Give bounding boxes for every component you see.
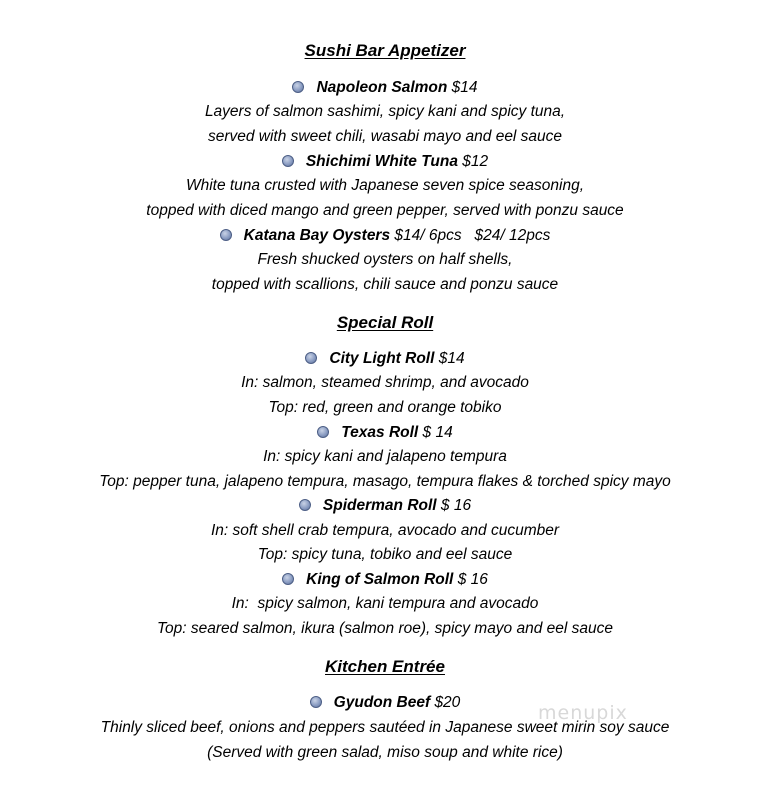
menu-item-texas-roll (0, 424, 770, 442)
bullet-icon (299, 499, 311, 511)
bullet-icon (317, 426, 329, 438)
item-description: In: soft shell crab tempura, avocado and cucumber (210, 522, 560, 539)
item-price: $ 16 (440, 497, 472, 514)
item-description: Top: spicy tuna, tobiko and eel sauce (257, 546, 513, 563)
item-description: (Served with green salad, miso soup and white rice) (207, 744, 563, 761)
bullet-icon (292, 81, 304, 93)
bullet-icon (282, 573, 294, 585)
item-price: $20 (434, 694, 461, 711)
item-description: served with sweet chili, wasabi mayo and eel sauce (207, 128, 563, 145)
item-description: Fresh shucked oysters on half shells, (257, 251, 513, 268)
item-price: $14 (438, 350, 465, 367)
item-name: Spiderman Roll (322, 497, 437, 514)
item-price: $ 14 (422, 424, 453, 441)
section-title-kitchen-entree: Kitchen Entrée (325, 657, 445, 676)
section-title-sushi-bar-appetizer: Sushi Bar Appetizer (304, 41, 466, 60)
menu-item-katana-bay-oysters (0, 227, 770, 245)
item-description: topped with diced mango and green pepper, served with ponzu sauce (146, 202, 624, 219)
item-price: $ 16 (457, 571, 488, 588)
item-name: Gyudon Beef (333, 694, 431, 711)
bullet-icon (220, 229, 232, 241)
item-name: City Light Roll (329, 350, 435, 367)
item-price: $14 (451, 79, 478, 96)
item-description: Top: seared salmon, ikura (salmon roe), spicy mayo and eel sauce (156, 620, 614, 637)
item-name: Katana Bay Oysters (243, 227, 391, 244)
watermark: menupix (538, 702, 628, 724)
item-price: $12 (462, 153, 489, 170)
item-name: Shichimi White Tuna (305, 153, 458, 170)
bullet-icon (282, 155, 294, 167)
item-description: In: salmon, steamed shrimp, and avocado (241, 374, 529, 391)
item-price: $14/ 6pcs $24/ 12pcs (394, 227, 551, 244)
bullet-icon (305, 352, 317, 364)
menu-item-city-light-roll (0, 350, 770, 368)
item-description: Thinly sliced beef, onions and peppers sautéed in Japanese sweet mirin soy sauce (100, 719, 670, 736)
item-description: In: spicy kani and jalapeno tempura (263, 448, 507, 465)
section-title-special-roll: Special Roll (336, 313, 434, 332)
menu-item-spiderman-roll (0, 497, 770, 515)
menu-item-shichimi-white-tuna (0, 153, 770, 171)
bullet-icon (310, 696, 322, 708)
item-description: topped with scallions, chili sauce and ponzu sauce (211, 276, 559, 293)
menu-item-gyudon-beef (0, 694, 770, 712)
item-name: King of Salmon Roll (306, 571, 454, 588)
item-description: In: spicy salmon, kani tempura and avocado (231, 595, 539, 612)
item-description: Top: pepper tuna, jalapeno tempura, masago, tempura flakes & torched spicy mayo (99, 473, 671, 490)
item-description: White tuna crusted with Japanese seven spice seasoning, (185, 177, 585, 194)
item-name: Napoleon Salmon (316, 79, 448, 96)
menu-item-king-of-salmon-roll (0, 571, 770, 589)
item-description: Top: red, green and orange tobiko (268, 399, 502, 416)
item-name: Texas Roll (341, 424, 419, 441)
item-description: Layers of salmon sashimi, spicy kani and spicy tuna, (204, 103, 566, 120)
menu-item-napoleon-salmon (0, 79, 770, 97)
